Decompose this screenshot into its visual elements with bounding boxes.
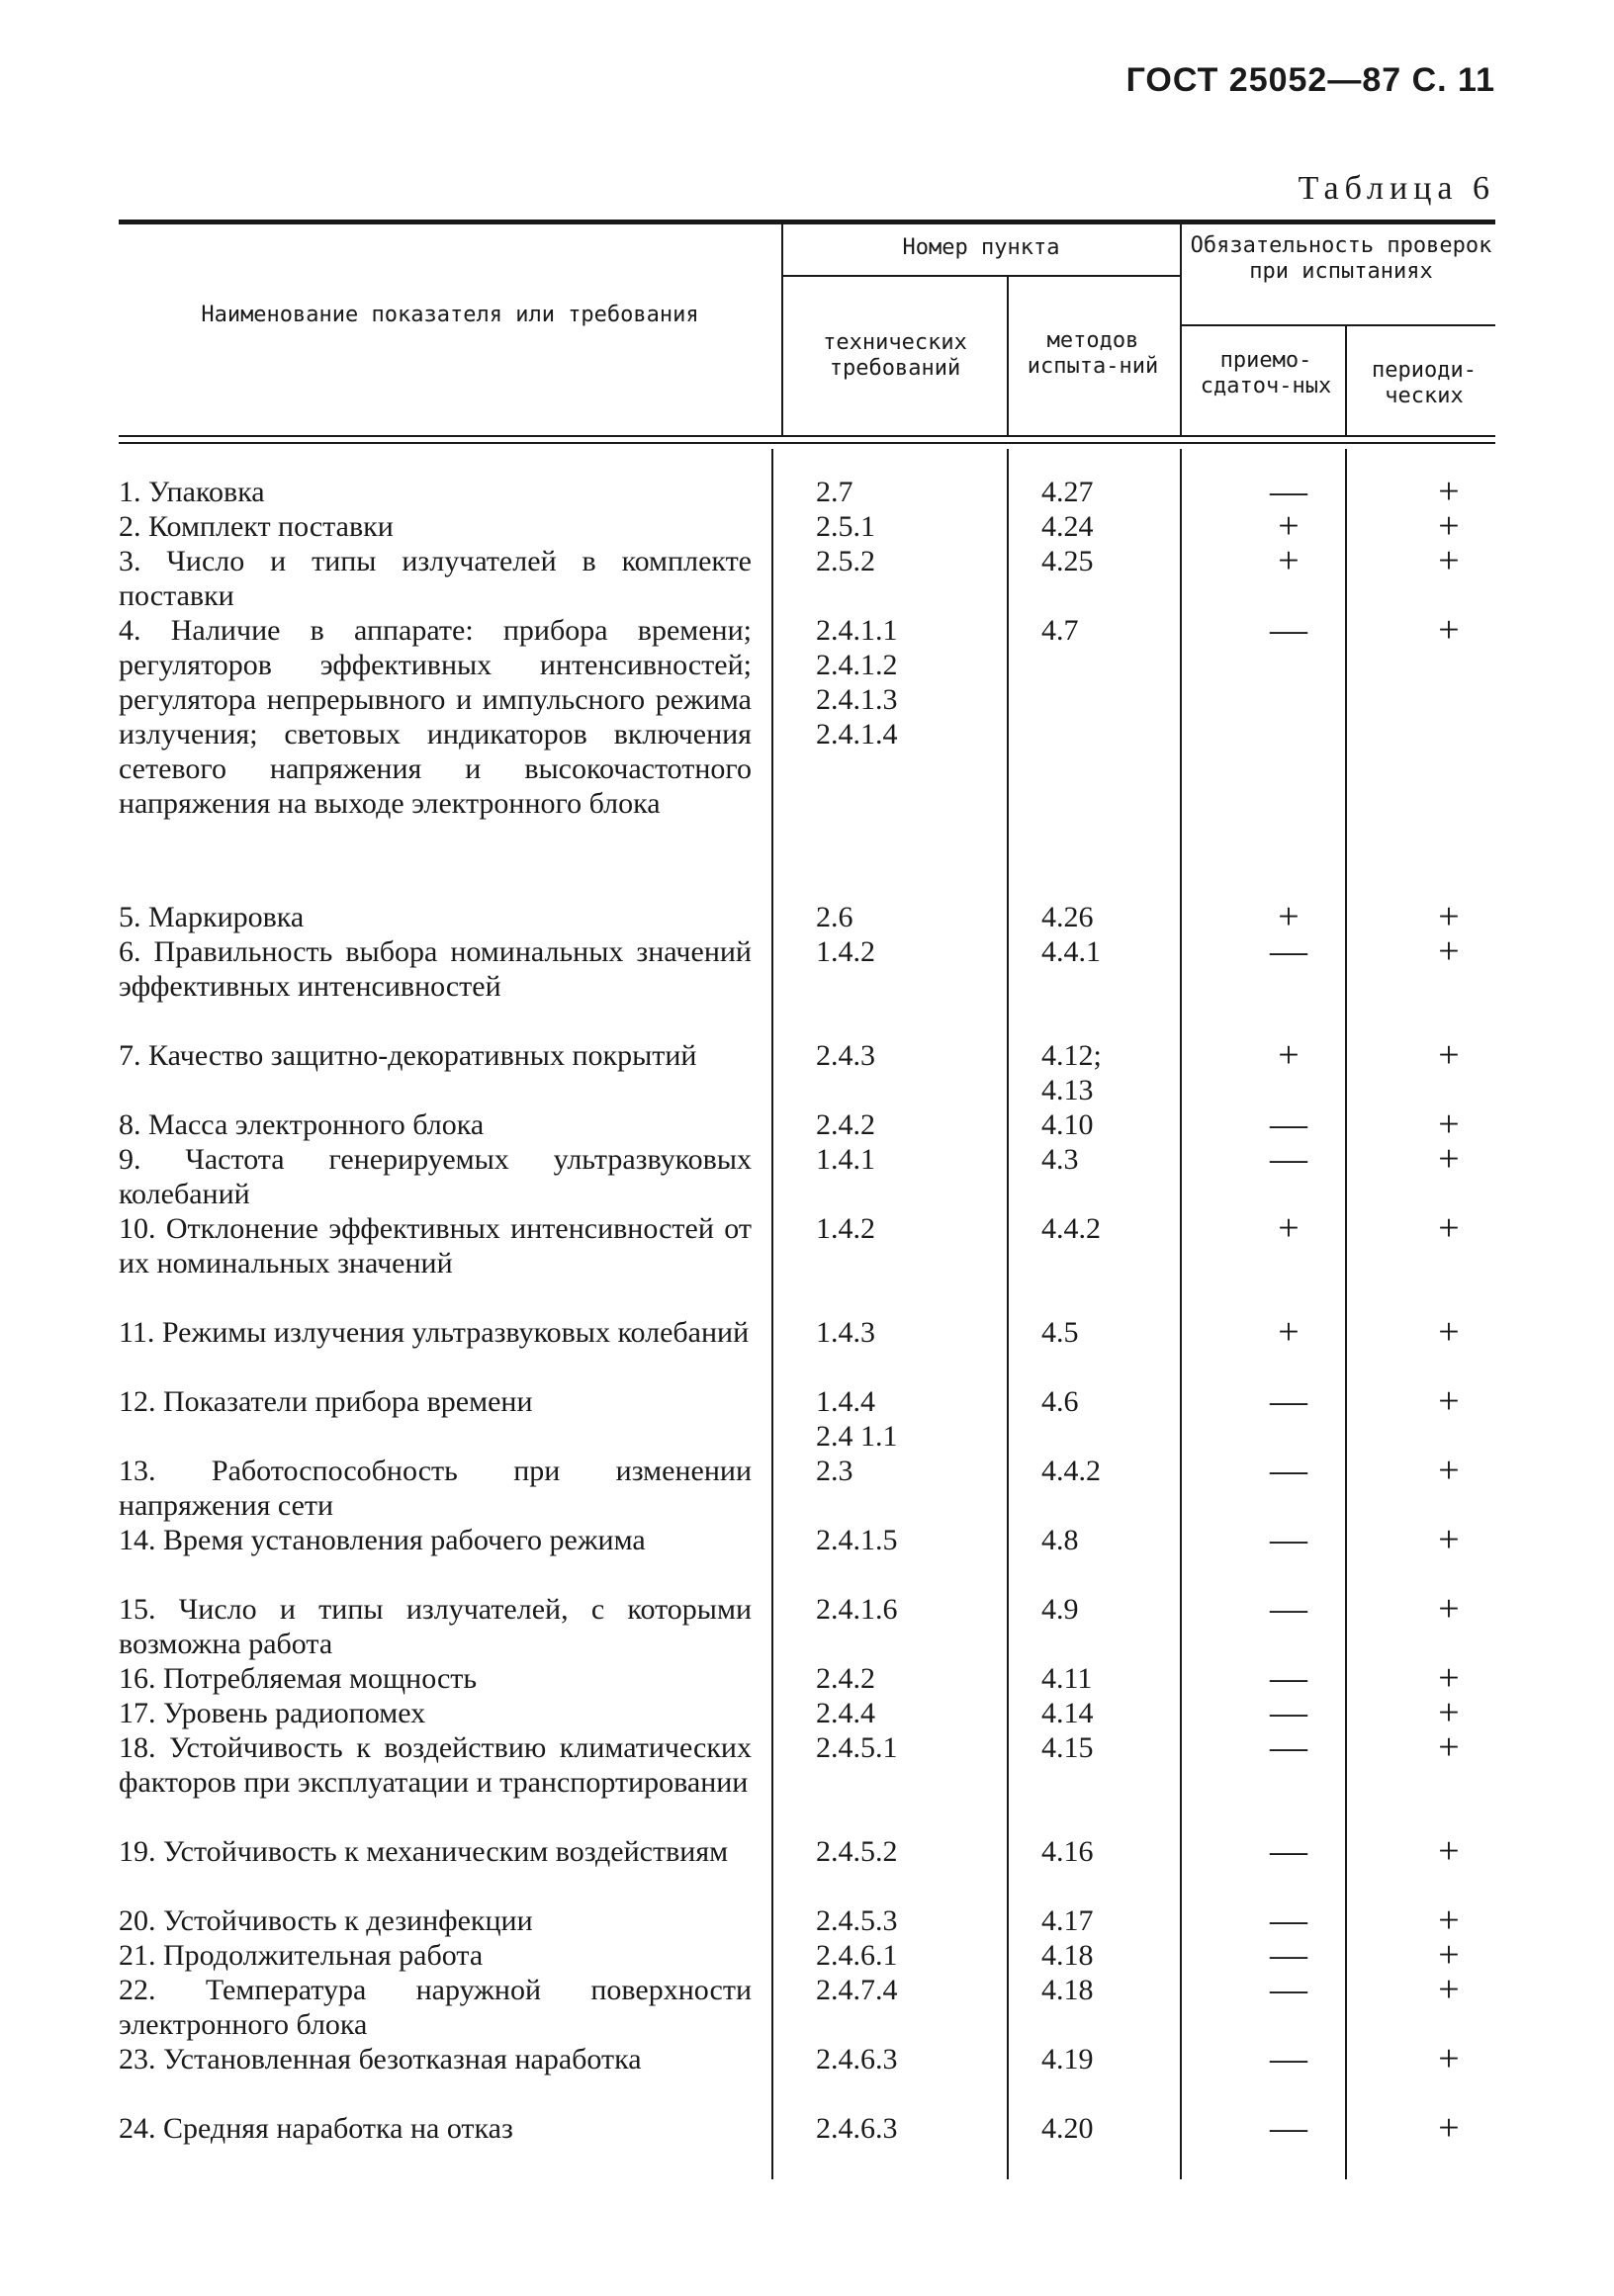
- header-divider: [1345, 326, 1347, 435]
- row-periodic-check: +: [1438, 609, 1460, 651]
- row-acceptance-check: —: [1270, 2107, 1307, 2149]
- row-periodic-check: +: [1438, 1692, 1460, 1733]
- row-acceptance-check: —: [1270, 609, 1307, 651]
- header-bottom-rule: [119, 435, 1495, 437]
- column-header-tech-requirements: технических требований: [823, 330, 967, 381]
- row-periodic-check: +: [1438, 1380, 1460, 1422]
- row-test-method: 4.25: [1041, 545, 1094, 577]
- row-acceptance-check: —: [1270, 1450, 1307, 1491]
- body-divider: [771, 449, 773, 2179]
- row-periodic-check: +: [1438, 1450, 1460, 1491]
- row-periodic-check: +: [1438, 1207, 1460, 1249]
- row-test-method: 4.20: [1041, 2112, 1094, 2145]
- row-name: 14. Время установления рабочего режима: [119, 1524, 646, 1556]
- row-name: 4. Наличие в аппарате: прибора времени; регуляторов эффективных интенсивностей; регулятора непрерывного и импульсного режима излучения; световых индикаторов включения сетевого напряжения и высокочастотного напряжения на выходе электронного блока: [119, 614, 752, 820]
- row-name: 8. Масса электронного блока: [119, 1108, 485, 1141]
- row-periodic-check: +: [1438, 930, 1460, 972]
- row-tech-requirement: 2.5.1: [816, 510, 875, 543]
- row-test-method: 4.17: [1041, 1904, 1094, 1937]
- row-tech-requirement: 2.3: [816, 1455, 853, 1487]
- row-name: 21. Продолжительная работа: [119, 1939, 484, 1972]
- column-header-mandatory: Обязательность проверок при испытаниях: [1190, 233, 1492, 284]
- column-header-name: Наименование показателя или требования: [201, 303, 699, 327]
- row-tech-requirement: 2.4.2: [816, 1108, 875, 1141]
- row-periodic-check: +: [1438, 2107, 1460, 2149]
- row-periodic-check: +: [1438, 1138, 1460, 1180]
- row-test-method: 4.8: [1041, 1524, 1079, 1556]
- row-acceptance-check: +: [1278, 505, 1300, 547]
- row-tech-requirement: 2.4.5.3: [816, 1904, 898, 1937]
- body-divider: [1007, 449, 1009, 2179]
- row-tech-requirement: 2.5.2: [816, 545, 875, 577]
- row-periodic-check: +: [1438, 1588, 1460, 1630]
- row-acceptance-check: +: [1278, 1207, 1300, 1249]
- row-acceptance-check: +: [1278, 540, 1300, 581]
- row-name: 7. Качество защитно-декоративных покрытий: [119, 1039, 697, 1072]
- row-acceptance-check: +: [1278, 1311, 1300, 1353]
- row-periodic-check: +: [1438, 1934, 1460, 1976]
- row-name: 5. Маркировка: [119, 901, 305, 933]
- row-periodic-check: +: [1438, 505, 1460, 547]
- header-divider: [1007, 277, 1009, 435]
- row-acceptance-check: —: [1270, 1588, 1307, 1630]
- row-acceptance-check: +: [1278, 1034, 1300, 1076]
- header-divider: [781, 275, 1180, 277]
- row-periodic-check: +: [1438, 1969, 1460, 2010]
- row-name: 3. Число и типы излучателей в комплекте поставки: [119, 545, 752, 612]
- row-test-method: 4.12; 4.13: [1041, 1039, 1102, 1106]
- row-name: 12. Показатели прибора времени: [119, 1385, 533, 1418]
- row-test-method: 4.10: [1041, 1108, 1094, 1141]
- row-periodic-check: +: [1438, 2038, 1460, 2079]
- row-tech-requirement: 2.4.7.4: [816, 1974, 898, 2006]
- row-periodic-check: +: [1438, 1830, 1460, 1872]
- row-name: 23. Установленная безотказная наработка: [119, 2043, 642, 2075]
- row-acceptance-check: —: [1270, 1830, 1307, 1872]
- row-name: 15. Число и типы излучателей, с которыми возможна работа: [119, 1593, 752, 1660]
- row-name: 20. Устойчивость к дезинфекции: [119, 1904, 533, 1937]
- row-name: 1. Упаковка: [119, 476, 265, 508]
- row-name: 2. Комплект поставки: [119, 510, 394, 543]
- row-tech-requirement: 2.4.6.3: [816, 2043, 898, 2075]
- row-acceptance-check: —: [1270, 1934, 1307, 1976]
- row-periodic-check: +: [1438, 1726, 1460, 1768]
- row-acceptance-check: +: [1278, 896, 1300, 937]
- row-periodic-check: +: [1438, 1034, 1460, 1076]
- row-periodic-check: +: [1438, 1104, 1460, 1145]
- row-test-method: 4.27: [1041, 476, 1094, 508]
- column-header-acceptance: приемо-сдаточ-ных: [1200, 348, 1332, 398]
- row-name: 17. Уровень радиопомех: [119, 1697, 426, 1729]
- row-name: 10. Отклонение эффективных интенсивностей от их номинальных значений: [119, 1212, 752, 1280]
- table-top-rule: [119, 220, 1495, 224]
- row-tech-requirement: 2.4.4: [816, 1697, 875, 1729]
- row-periodic-check: +: [1438, 1899, 1460, 1941]
- row-acceptance-check: —: [1270, 1657, 1307, 1699]
- row-acceptance-check: —: [1270, 471, 1307, 512]
- header-divider: [1180, 324, 1495, 326]
- row-tech-requirement: 2.6: [816, 901, 853, 933]
- row-acceptance-check: —: [1270, 1899, 1307, 1941]
- row-test-method: 4.4.2: [1041, 1212, 1101, 1245]
- header-bottom-rule: [119, 442, 1495, 444]
- row-acceptance-check: —: [1270, 2038, 1307, 2079]
- row-tech-requirement: 2.4.2: [816, 1662, 875, 1695]
- row-tech-requirement: 2.4.5.2: [816, 1835, 898, 1868]
- row-test-method: 4.15: [1041, 1731, 1094, 1764]
- row-name: 24. Средняя наработка на отказ: [119, 2112, 513, 2145]
- row-tech-requirement: 1.4.4 2.4 1.1: [816, 1385, 898, 1453]
- row-acceptance-check: —: [1270, 1380, 1307, 1422]
- row-test-method: 4.3: [1041, 1143, 1079, 1176]
- row-periodic-check: +: [1438, 896, 1460, 937]
- row-test-method: 4.4.2: [1041, 1455, 1101, 1487]
- row-acceptance-check: —: [1270, 1138, 1307, 1180]
- row-test-method: 4.16: [1041, 1835, 1094, 1868]
- row-tech-requirement: 2.4.1.6: [816, 1593, 898, 1626]
- header-divider: [1180, 224, 1182, 435]
- row-test-method: 4.19: [1041, 2043, 1094, 2075]
- row-tech-requirement: 1.4.1: [816, 1143, 875, 1176]
- row-test-method: 4.4.1: [1041, 935, 1101, 968]
- row-test-method: 4.18: [1041, 1974, 1094, 2006]
- row-periodic-check: +: [1438, 471, 1460, 512]
- row-periodic-check: +: [1438, 540, 1460, 581]
- row-test-method: 4.7: [1041, 614, 1079, 647]
- column-header-test-methods: методов испыта-ний: [1027, 328, 1159, 379]
- row-tech-requirement: 2.4.1.1 2.4.1.2 2.4.1.3 2.4.1.4: [816, 614, 898, 751]
- row-tech-requirement: 2.7: [816, 476, 853, 508]
- row-tech-requirement: 2.4.6.3: [816, 2112, 898, 2145]
- row-acceptance-check: —: [1270, 1969, 1307, 2010]
- row-name: 6. Правильность выбора номинальных значений эффективных интенсивностей: [119, 935, 752, 1003]
- row-test-method: 4.9: [1041, 1593, 1079, 1626]
- row-name: 9. Частота генерируемых ультразвуковых колебаний: [119, 1143, 752, 1210]
- row-periodic-check: +: [1438, 1519, 1460, 1560]
- row-tech-requirement: 2.4.5.1: [816, 1731, 898, 1764]
- row-name: 19. Устойчивость к механическим воздействиям: [119, 1835, 729, 1868]
- row-test-method: 4.11: [1041, 1662, 1093, 1695]
- row-test-method: 4.6: [1041, 1385, 1079, 1418]
- row-acceptance-check: —: [1270, 1726, 1307, 1768]
- row-tech-requirement: 2.4.6.1: [816, 1939, 898, 1972]
- row-acceptance-check: —: [1270, 1692, 1307, 1733]
- row-test-method: 4.26: [1041, 901, 1094, 933]
- row-acceptance-check: —: [1270, 1519, 1307, 1560]
- row-periodic-check: +: [1438, 1657, 1460, 1699]
- row-acceptance-check: —: [1270, 1104, 1307, 1145]
- row-periodic-check: +: [1438, 1311, 1460, 1353]
- row-tech-requirement: 1.4.2: [816, 1212, 875, 1245]
- row-test-method: 4.14: [1041, 1697, 1094, 1729]
- column-header-periodic: периоди-ческих: [1372, 358, 1477, 408]
- row-name: 22. Температура наружной поверхности электронного блока: [119, 1974, 752, 2041]
- row-name: 18. Устойчивость к воздействию климатических факторов при эксплуатации и транспортировании: [119, 1731, 752, 1799]
- row-acceptance-check: —: [1270, 930, 1307, 972]
- row-tech-requirement: 2.4.1.5: [816, 1524, 898, 1556]
- row-test-method: 4.5: [1041, 1316, 1079, 1349]
- column-header-item-number: Номер пункта: [902, 235, 1060, 260]
- row-name: 13. Работоспособность при изменении напряжения сети: [119, 1455, 752, 1522]
- row-tech-requirement: 1.4.2: [816, 935, 875, 968]
- row-test-method: 4.18: [1041, 1939, 1094, 1972]
- row-tech-requirement: 1.4.3: [816, 1316, 875, 1349]
- row-name: 11. Режимы излучения ультразвуковых колебаний: [119, 1316, 750, 1349]
- page-header: ГОСТ 25052—87 С. 11: [1125, 61, 1495, 99]
- row-tech-requirement: 2.4.3: [816, 1039, 875, 1072]
- row-name: 16. Потребляемая мощность: [119, 1662, 478, 1695]
- table-label: Таблица 6: [1298, 170, 1495, 207]
- row-test-method: 4.24: [1041, 510, 1094, 543]
